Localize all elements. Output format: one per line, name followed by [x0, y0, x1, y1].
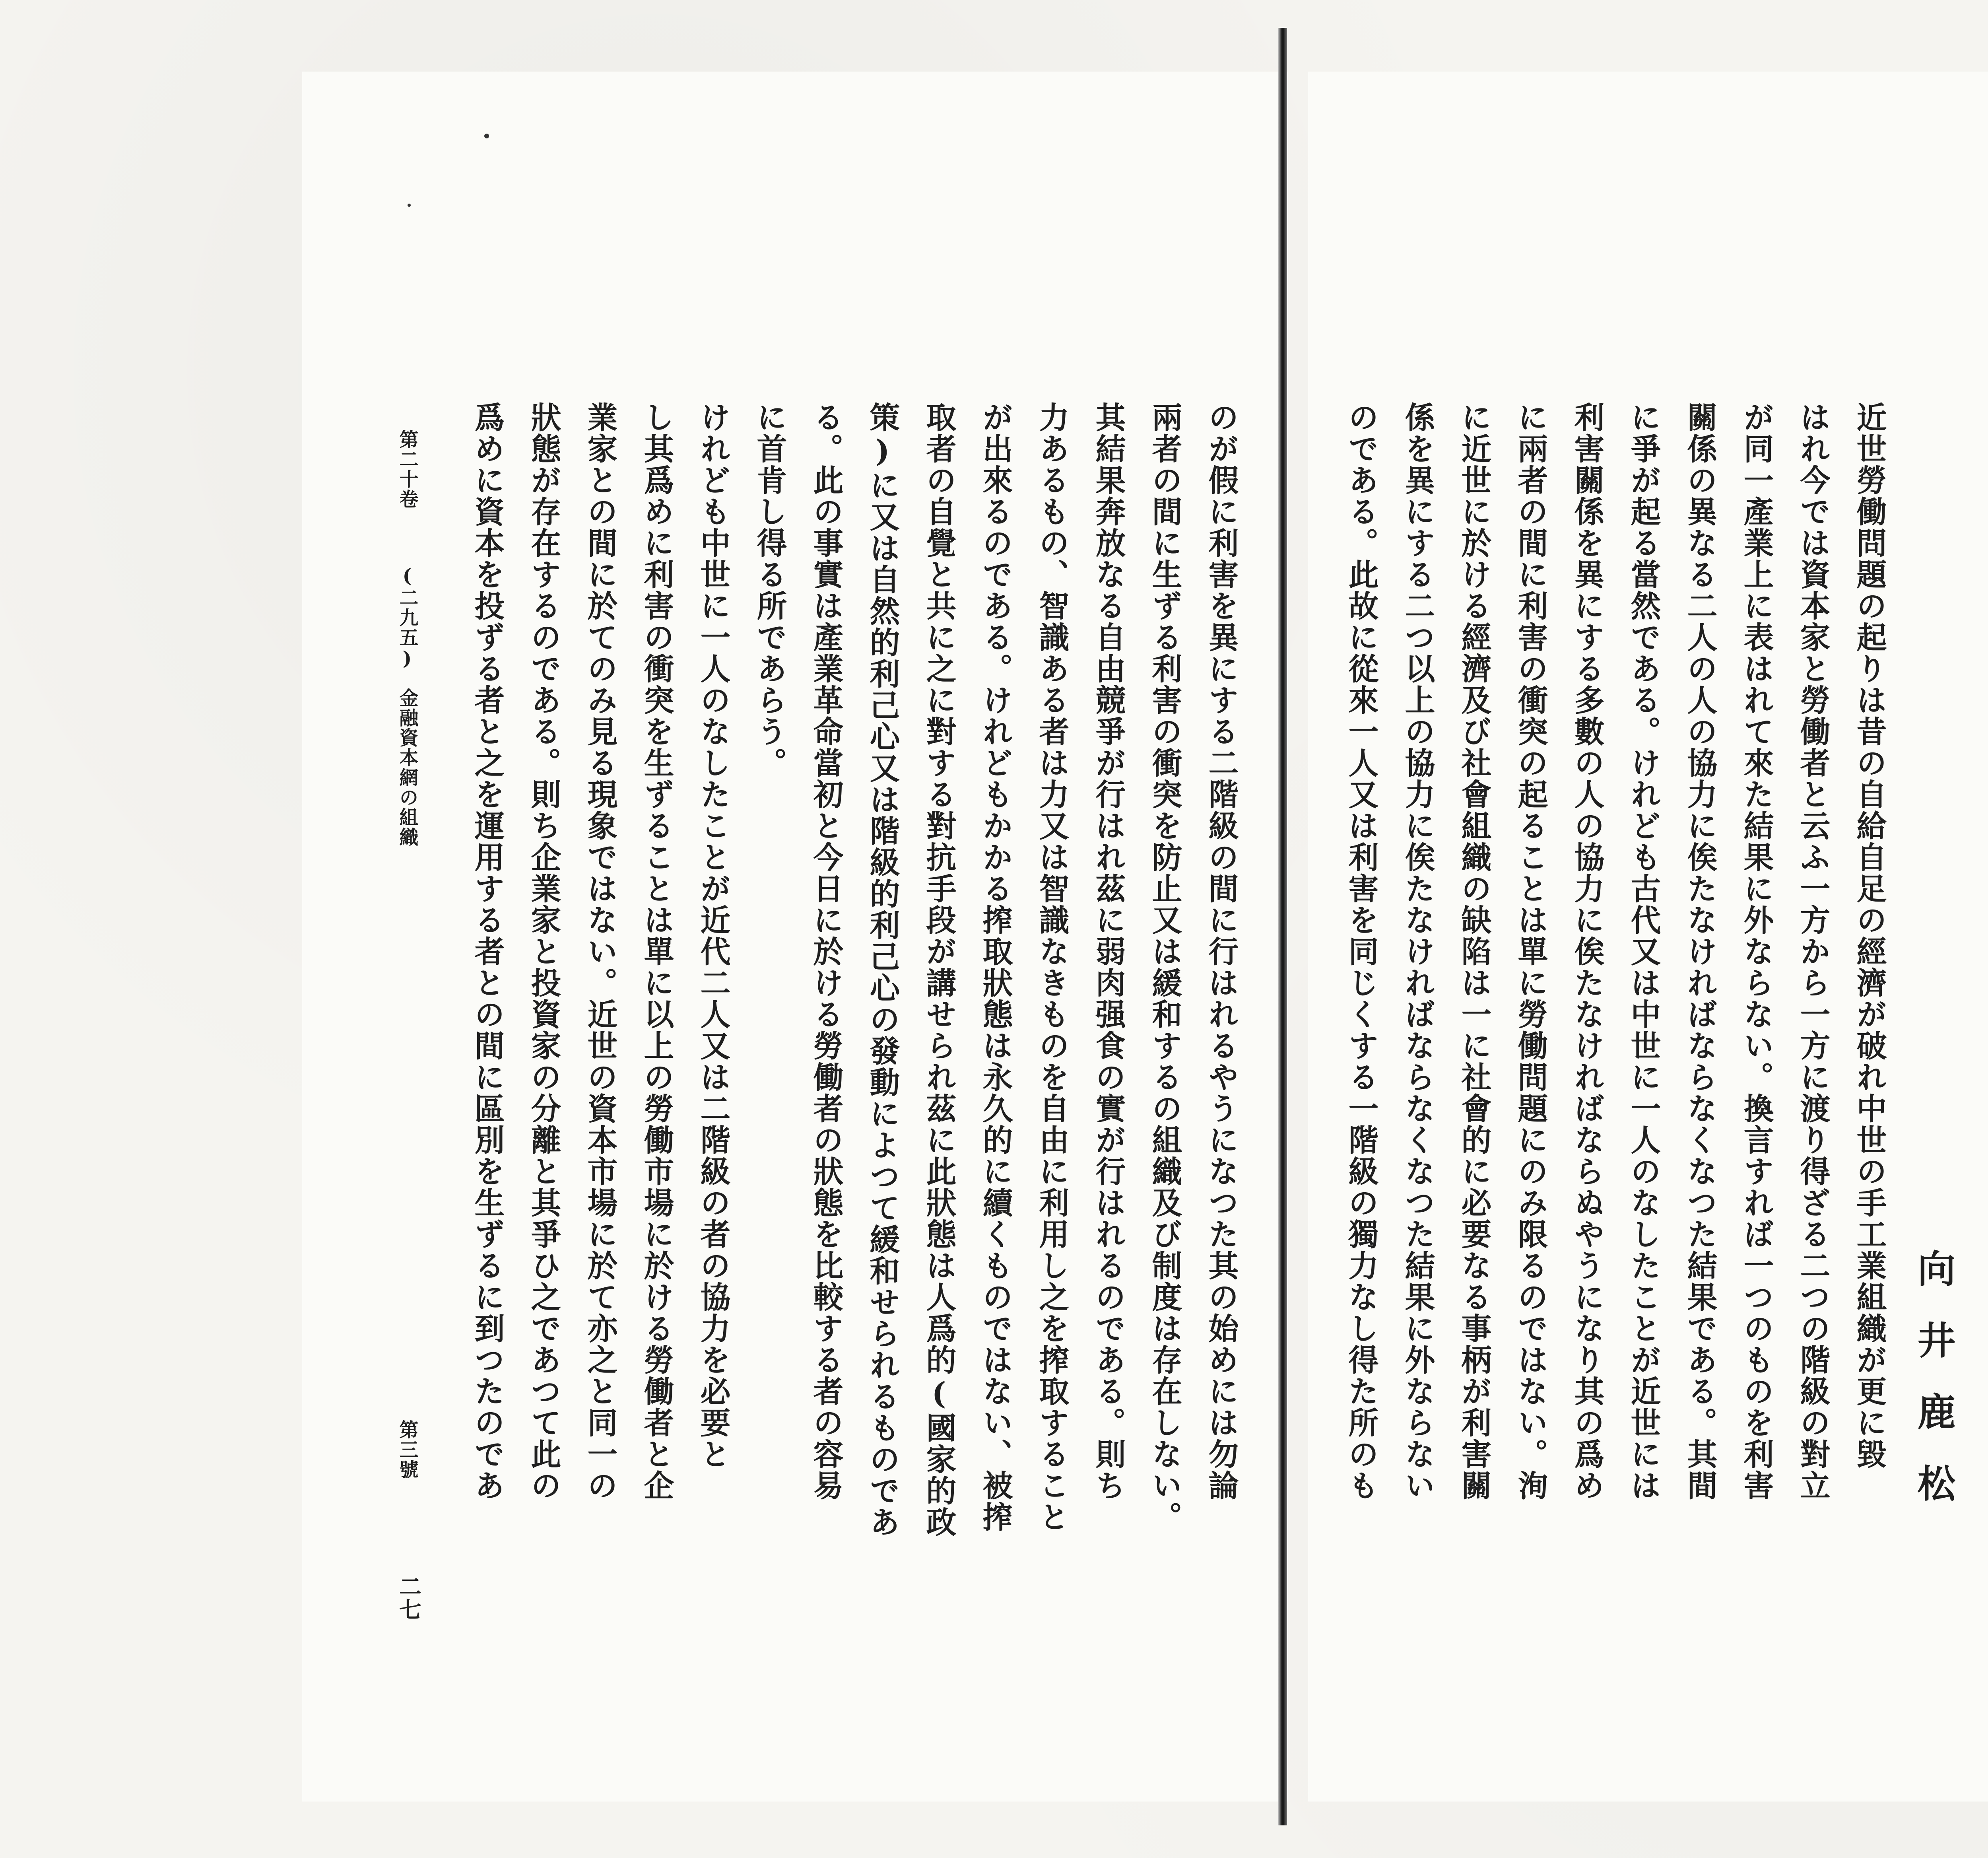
ink-speck — [484, 134, 489, 138]
left-header-title: 金融資本網の組織 — [396, 688, 418, 847]
ink-speck — [408, 204, 411, 207]
right-body-line-8: に近世に於ける經濟及び社會組織の缺陷は一に社會的に必要なる事柄が利害關 — [1456, 402, 1492, 1501]
right-body-line-7: に兩者の間に利害の衝突の起ることは單に勞働問題にのみ限るのではない。洵 — [1513, 402, 1548, 1501]
left-body-line-11: し其爲めに利害の衝突を生ずることは單に以上の勞働市場に於ける勞働者と企 — [639, 402, 674, 1501]
right-body-line-1: 近世勞働問題の起りは昔の自給自足の經濟が破れ中世の手工業組織が更に毀 — [1852, 402, 1887, 1470]
left-body-line-10: けれども中世に一人のなしたことが近代二人又は二階級の者の協力を必要と — [695, 402, 731, 1470]
left-body-line-5: が出來るのである。けれどもかかる搾取狀態は永久的に續くものではない、被搾 — [978, 402, 1013, 1533]
right-body-line-5: に爭が起る當然である。けれども古代又は中世に一人のなしたことが近世には — [1626, 402, 1661, 1501]
right-body-line-6: 利害關係を異にする多數の人の協力に俟たなければならぬやうになり其の爲め — [1569, 402, 1605, 1501]
left-body-line-7: 策)に又は自然的利己心又は階級的利己心の發動によつて緩和せられるものであ — [865, 402, 900, 1538]
left-body-line-13: 狀態が存在するのである。則ち企業家と投資家の分離と其爭ひ之であつて此の — [526, 402, 561, 1501]
right-body-line-2: はれ今では資本家と勞働者と云ふ一方から一方に渡り得ざる二つの階級の對立 — [1795, 402, 1831, 1501]
author-name: 向井鹿松 — [1911, 1249, 1956, 1535]
left-body-line-14: 爲めに資本を投ずる者と之を運用する者との間に區別を生ずるに到つたのであ — [470, 402, 505, 1501]
left-body-line-1: のが假に利害を異にする二階級の間に行はれるやうになつた其の始めには勿論 — [1204, 402, 1239, 1501]
left-body-line-3: 其結果奔放なる自由競爭が行はれ茲に弱肉强食の實が行はれるのである。則ち — [1091, 402, 1126, 1501]
left-body-line-12: 業家との間に於てのみ見る現象ではない。近世の資本市場に於て亦之と同一の — [582, 402, 618, 1501]
right-body-line-9: 係を異にする二つ以上の協力に俟たなければならなくなつた結果に外ならない — [1400, 402, 1435, 1501]
left-body-line-6: 取者の自覺と共に之に對する對抗手段が講せられ茲に此狀態は人爲的(國家的政 — [921, 402, 957, 1538]
left-footer-issue: 第三號 — [396, 1420, 418, 1479]
right-body-line-4: 關係の異なる二人の人の協力に俟たなければならなくなつた結果である。其間 — [1682, 402, 1718, 1501]
book-spine — [1278, 28, 1287, 1825]
left-body-line-4: 力あるもの、智識ある者は力又は智識なきものを自由に利用し之を搾取すること — [1034, 402, 1070, 1533]
left-header-page-number: (二九五) — [396, 565, 418, 671]
left-body-line-8: る。此の事實は產業革命當初と今日に於ける勞働者の狀態を比較する者の容易 — [808, 402, 844, 1501]
left-header-volume: 第二十卷 — [396, 430, 418, 509]
right-body-line-3: が同一產業上に表はれて來た結果に外ならない。換言すれば一つのものを利害 — [1739, 402, 1774, 1501]
left-footer-page-number: 二七 — [396, 1575, 422, 1621]
right-body-line-10: のである。此故に從來一人又は利害を同じくする一階級の獨力なし得た所のも — [1343, 402, 1379, 1501]
left-body-line-2: 兩者の間に生ずる利害の衝突を防止又は緩和するの組織及び制度は存在しない。 — [1147, 402, 1182, 1533]
left-body-line-9: に首肯し得る所であらう。 — [752, 402, 787, 779]
